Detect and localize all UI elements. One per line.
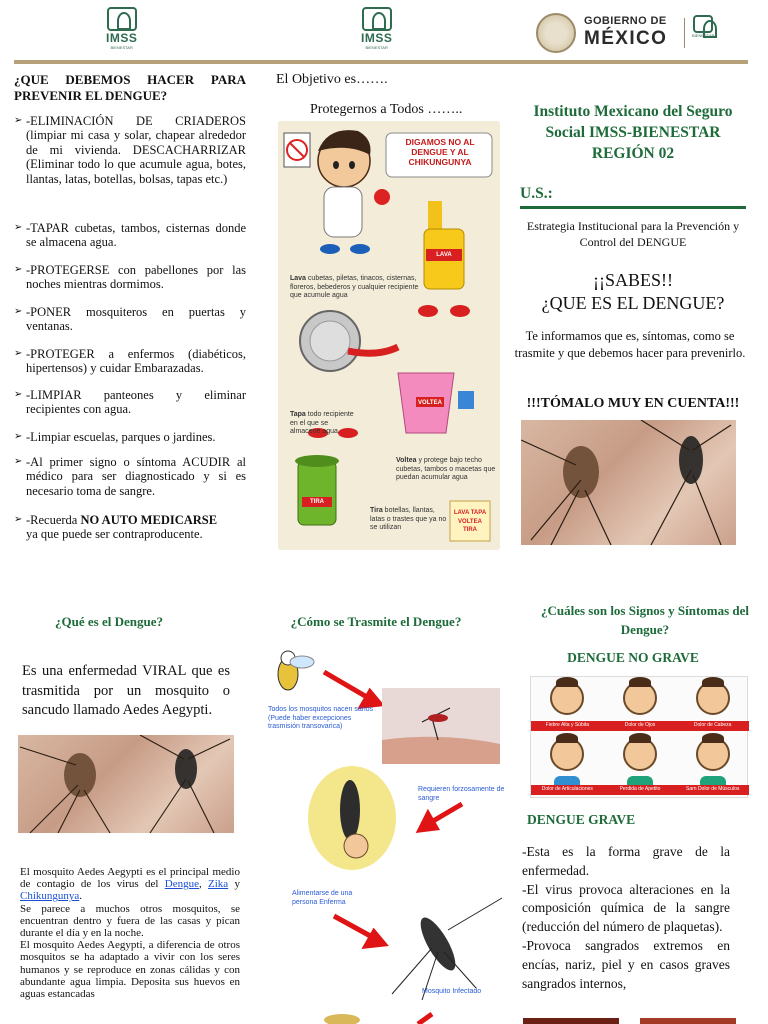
imss-logo-text: IMSS [106, 31, 138, 45]
and-text: y [228, 878, 240, 891]
face-icon [696, 681, 730, 715]
bullet-acudir: ➢ -Al primer signo o síntoma ACUDIR al médico para ser diagnosticado y si es necesario toma de sangre. [14, 455, 246, 498]
face-icon [696, 737, 730, 771]
arrow-bullet-icon: ➢ [14, 456, 23, 467]
label-need-blood: Requieren forzosamente de sangre [418, 786, 505, 802]
mexico-seal [536, 13, 576, 53]
inform-text: Te informamos que es, síntomas, como se trasmite y que debemos hacer para prevenirlo. [514, 329, 746, 360]
poster-tapa-desc: todo recipiente en el que se almacene agua. [290, 411, 354, 435]
poster-footer-logo: LAVA TAPA VOLTEA TIRA [453, 510, 487, 533]
symptom-label: Dolor de Cabeza [693, 722, 732, 728]
poster-voltea-word: VOLTEA [418, 400, 442, 406]
strategy-text: Estrategia Institucional para la Prevención y Control del DENGUE [526, 219, 740, 249]
imss-logo-center [361, 7, 392, 50]
bottom-photo-right [640, 1018, 736, 1024]
green-divider [520, 206, 746, 209]
poster-lava-title: Lava [290, 275, 306, 282]
body-a: El mosquito Aedes Aegypti es el principal medio de contagio de los virus del [20, 866, 240, 891]
symptom-label: Dolor de Articulaciones [541, 786, 593, 792]
tomalo-text: !!!TÓMALO MUY EN CUENTA!!! [526, 396, 740, 411]
que-es-dengue-heading: ¿Qué es el Dengue? [55, 614, 163, 629]
body-c: El mosquito Aedes Aegypti, a diferencia de otros mosquitos se ha adaptado a vivir con los seres humanos y se reproduce en zonas cálidas y con abundante agua limpia. Deposita sus huevos en aguas estancadas [20, 939, 240, 1001]
poster-tira-word: TIRA [310, 499, 324, 505]
symptoms-labels-row2 [531, 785, 749, 795]
header-separator [684, 18, 685, 48]
poster-voltea-text [396, 457, 496, 483]
arrow-bullet-icon: ➢ [14, 514, 23, 525]
bullet-recuerda [14, 513, 246, 542]
imss-logo-right [692, 15, 714, 38]
bullet-limpiar-panteones: ➢ -LIMPIAR panteones y eliminar recipientes con agua. [14, 388, 246, 417]
imss-emblem-icon [362, 7, 392, 31]
poster-lava-desc: cubetas, piletas, tinacos, cisternas, floreros, bebederos y cualquier recipiente que acumule agua [290, 275, 419, 299]
poster-tira-title: Tira [370, 507, 383, 514]
symptom-cabeza [676, 677, 749, 721]
arrow-bullet-icon: ➢ [14, 431, 23, 442]
bienestar-logo-text: BIENESTAR [692, 33, 715, 38]
bullet-proteger: ➢ -PROTEGER a enfermos (diabéticos, hipertensos) y cuidar Embarazadas. [14, 347, 246, 376]
bullet-tapar: ➢ -TAPAR cubetas, tambos, cisternas donde se almacena agua. [14, 221, 246, 250]
sabes-heading: ¡¡SABES!! [593, 270, 673, 290]
signos-sintomas-heading: ¿Cuáles son los Signos y Síntomas del Dengue? [540, 603, 750, 637]
label-born-healthy: Todos los mosquitos nacen sanos (Puede haber excepciones trasmisión transovarica) [268, 706, 374, 730]
objective-text: El Objetivo es……. [276, 72, 388, 87]
gobierno-line1: GOBIERNO DE [584, 15, 667, 27]
body-b: Se parece a muchos otros mosquitos, se encuentran dentro y fuera de las casas y pican durante el día y en la noche. [20, 902, 240, 940]
que-es-heading: ¿QUE ES EL DENGUE? [541, 293, 725, 313]
arrow-bullet-icon: ➢ [14, 264, 23, 275]
dengue-grave-text: -Esta es la forma grave de la enfermedad. -El virus provoca alteraciones en la composición química de la sangre (reducción del número de plaquetas). -Provoca sangrados extremos en encías, nariz, piel y en casos graves sangrados internos, [522, 844, 730, 991]
link-chikungunya[interactable]: Chikungunya [20, 890, 80, 903]
mosquito-photo-top [521, 420, 736, 545]
bienestar-logo-text: BIENESTAR [110, 45, 133, 50]
poster-bubble-text: DIGAMOS NO AL DENGUE Y AL CHIKUNGUNYA [405, 137, 475, 167]
gobierno-mexico-logo [584, 16, 667, 48]
bienestar-logo-text: BIENESTAR [365, 45, 388, 50]
poster-illustration [278, 121, 500, 550]
national-seal-icon [536, 13, 576, 53]
symptom-musculos [676, 733, 749, 783]
panel1-title: ¿QUE DEBEMOS HACER PARA PREVENIR EL DENGUE? [14, 72, 246, 103]
contraproducente-text: ya que puede ser contraproducente. [26, 527, 203, 542]
poster-voltea-desc: y protege bajo techo cubetas, tambos o macetas que puedan acumular agua [396, 457, 496, 481]
face-icon [623, 737, 657, 771]
symptoms-row2 [531, 733, 749, 783]
imss-emblem-icon [107, 7, 137, 31]
arrow-bullet-icon: ➢ [14, 389, 23, 400]
dengue-body [20, 866, 240, 1024]
face-icon [550, 681, 584, 715]
arrow-bullet-icon: ➢ [14, 348, 23, 359]
imss-logo-text: IMSS [361, 31, 393, 45]
imss-emblem-icon [693, 15, 713, 33]
link-zika[interactable]: Zika [208, 878, 229, 891]
arrow-bullet-icon: ➢ [14, 306, 23, 317]
poster-tira-text [370, 507, 450, 533]
lava-tapa-voltea-tira-poster [278, 121, 500, 550]
symptom-articulaciones [531, 733, 604, 783]
bullet-poner: ➢ -PONER mosquiteros en puertas y ventanas. [14, 305, 246, 334]
institute-title: Instituto Mexicano del Seguro Social IMSS-BIENESTAR REGIÓN 02 [533, 103, 733, 162]
poster-tapa-title: Tapa [290, 411, 306, 418]
poster-voltea-title: Voltea [396, 457, 417, 464]
recuerda-text: -Recuerda [26, 513, 81, 527]
dengue-intro: Es una enfermedad VIRAL que es trasmitida por un mosquito o sancudo llamado Aedes Aegypti. [22, 663, 230, 718]
mosquito-icon [521, 420, 736, 545]
symptom-label: Fiebre Alta y Súbita [545, 722, 590, 728]
poster-tapa-text [290, 411, 360, 437]
face-icon [550, 737, 584, 771]
transmission-diagram [262, 648, 510, 1024]
symptom-ojos [604, 677, 677, 721]
period-text: . [79, 890, 83, 903]
face-icon [623, 681, 657, 715]
mosquito-icon [18, 735, 234, 833]
poster-lava-text [290, 275, 420, 301]
symptom-fiebre [531, 677, 604, 721]
symptom-apetito [604, 733, 677, 783]
bottom-photo-left [523, 1018, 619, 1024]
link-dengue[interactable]: Dengue [164, 878, 199, 891]
symptom-label: Perdida de Apetito [619, 786, 661, 792]
bullet-limpiar-escuelas: ➢ -Limpiar escuelas, parques o jardines. [14, 430, 216, 444]
bullet-protegerse: ➢ -PROTEGERSE con pabellones por las noches mientras dormimos. [14, 263, 246, 292]
dengue-grave-heading: DENGUE GRAVE [527, 812, 636, 827]
symptoms-labels-row1 [531, 721, 749, 731]
label-infected: Mosquito Infectado [422, 988, 482, 995]
poster-tira-desc: botellas, llantas, latas o trastes que ya no se utilizan [370, 507, 447, 531]
arrow-bullet-icon: ➢ [14, 222, 23, 233]
comma-text: , [198, 878, 209, 891]
bullet-eliminacion: ➢ -ELIMINACIÓN DE CRIADEROS (limpiar mi casa y solar, chapear alrededor de mi vivienda. DESCACHARRIZAR (Eliminar todo lo que acumule agua, botes, llantas, latas, botellas, bolsas, tapas etc.) [14, 114, 246, 186]
protect-text: Protegernos a Todos …….. [310, 102, 463, 117]
no-auto-medicarse: NO AUTO MEDICARSE [80, 513, 218, 527]
us-label: U.S.: [520, 185, 553, 202]
poster-lava-word: LAVA [436, 252, 452, 258]
header-gold-rule [14, 60, 748, 64]
arrow-bullet-icon: ➢ [14, 115, 23, 126]
gobierno-line2: MÉXICO [584, 28, 668, 49]
symptoms-row1 [531, 677, 749, 721]
symptoms-panel [530, 676, 748, 798]
imss-logo-left [106, 7, 137, 50]
label-feed-sick: Alimentarse de una persona Enferma [292, 890, 353, 906]
como-se-trasmite-heading: ¿Cómo se Trasmite el Dengue? [290, 614, 462, 629]
symptom-label: Dolor de Ojos [624, 722, 656, 728]
symptom-label: Sarn Dolor de Músculos [686, 786, 740, 792]
mosquito-photo-middle [18, 735, 234, 833]
dengue-no-grave-heading: DENGUE NO GRAVE [567, 650, 699, 665]
